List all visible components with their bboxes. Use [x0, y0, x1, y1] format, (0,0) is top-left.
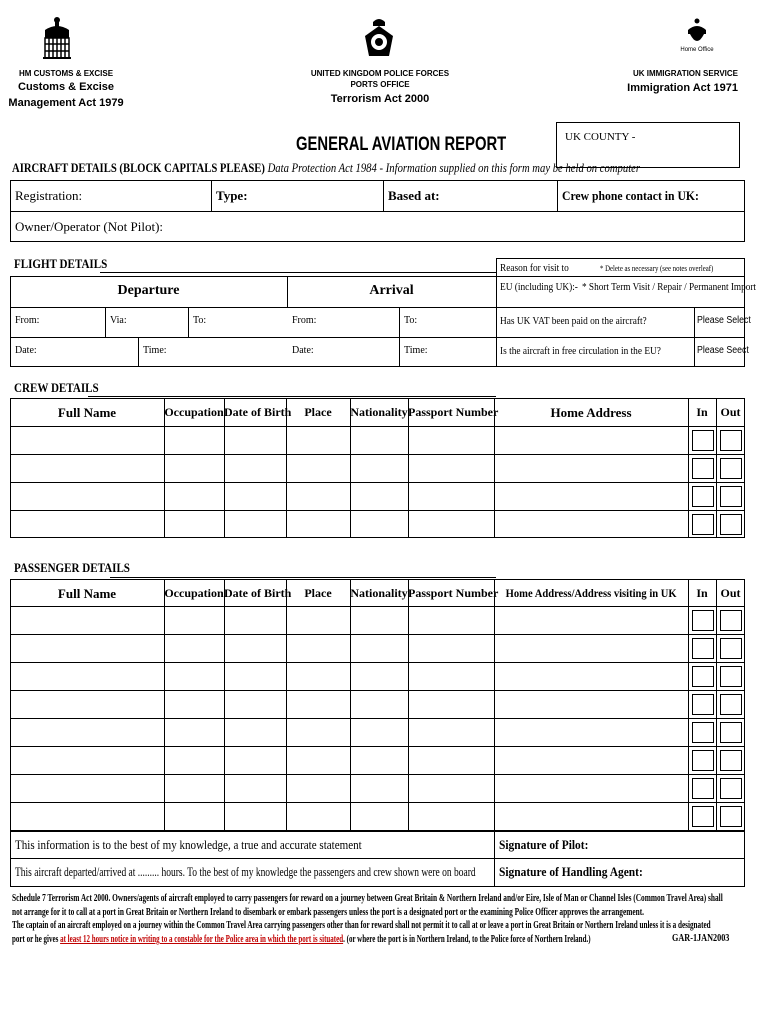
crew-phone-field[interactable]: Crew phone contact in UK: — [562, 188, 699, 203]
passenger-col-nationality: Nationality — [350, 586, 408, 600]
based-at-field[interactable]: Based at: — [388, 188, 440, 203]
passenger-heading: PASSENGER DETAILS — [14, 560, 130, 575]
hm-customs-label: HM CUSTOMS & EXCISE — [18, 69, 114, 78]
passenger-table — [10, 579, 745, 831]
departure-to-field[interactable]: To: — [193, 315, 207, 326]
registration-field[interactable]: Registration: — [15, 188, 83, 203]
arrival-to-field[interactable]: To: — [404, 315, 418, 326]
arrival-time-field[interactable]: Time: — [404, 345, 428, 356]
passenger-col-passport: Passport Number — [408, 586, 499, 600]
immigration-service-label: UK IMMIGRATION SERVICE — [632, 69, 738, 78]
owner-operator-field[interactable]: Owner/Operator (Not Pilot): — [15, 219, 164, 234]
aircraft-heading: AIRCRAFT DETAILS (BLOCK CAPITALS PLEASE) Data Protection Act 1984 - Information supplied on this form may be held on computer — [12, 160, 641, 175]
crew-col-dob: Date of Birth — [224, 405, 292, 419]
home-office-label: Home Office — [680, 47, 714, 53]
reason-eu-label: EU (including UK):- — [500, 281, 578, 293]
departure-from-field[interactable]: From: — [15, 315, 40, 326]
passenger-out-checkbox[interactable] — [720, 722, 742, 743]
passenger-out-checkbox[interactable] — [720, 666, 742, 687]
home-office-crest-icon — [684, 18, 710, 48]
crew-col-out: Out — [720, 405, 741, 419]
reason-options-select[interactable]: * Short Term Visit / Repair / Permanent Import — [582, 281, 756, 293]
departure-date-field[interactable]: Date: — [15, 345, 37, 356]
crew-col-in: In — [696, 405, 708, 419]
crew-in-checkbox[interactable] — [692, 458, 714, 479]
passenger-in-checkbox[interactable] — [692, 806, 714, 827]
police-badge-icon — [363, 16, 395, 62]
crew-col-occupation: Occupation — [164, 405, 224, 419]
passenger-out-checkbox[interactable] — [720, 750, 742, 771]
crew-col-passport: Passport Number — [408, 405, 499, 419]
passenger-col-in: In — [696, 586, 708, 600]
passenger-out-checkbox[interactable] — [720, 806, 742, 827]
arrival-heading: Arrival — [369, 283, 414, 298]
customs-act-label: Management Act 1979 — [8, 97, 124, 109]
passenger-in-checkbox[interactable] — [692, 750, 714, 771]
departure-time-field[interactable]: Time: — [143, 345, 167, 356]
passenger-col-out: Out — [720, 586, 741, 600]
crown-crest-icon — [40, 16, 74, 62]
reason-label: Reason for visit to — [500, 262, 569, 274]
circulation-select[interactable]: Please Seect — [697, 345, 749, 356]
departed-statement: This aircraft departed/arrived at ......... hours. To the best of my knowledge the passengers and crew shown were on board — [15, 864, 476, 879]
via-field[interactable]: Via: — [110, 315, 127, 326]
crew-out-checkbox[interactable] — [720, 430, 742, 451]
passenger-in-checkbox[interactable] — [692, 722, 714, 743]
passenger-in-checkbox[interactable] — [692, 610, 714, 631]
form-title: GENERAL AVIATION REPORT — [296, 134, 507, 155]
declaration-statement: This information is to the best of my knowledge, a true and accurate statement — [15, 837, 362, 852]
ports-office-label: PORTS OFFICE — [350, 80, 410, 89]
arrival-from-field[interactable]: From: — [292, 315, 317, 326]
passenger-col-dob: Date of Birth — [224, 586, 292, 600]
legal-notice: Schedule 7 Terrorism Act 2000. Owners/agents of aircraft employed to carry passengers for reward on a journey between Great Britain & Northern Ireland and/or Eire, Isle of Man or Channel Isles (Common Travel Area) shall not arrange for it to call at a port in Great Britain or Northern Ireland to disembark or embark passengers unless the port is a designated port or the examining Police Officer approves the arrangement. The captain of an aircraft employed on a journey within the Common Travel Area carrying passengers other than for reward shall not permit it to call at or leave a port in Great Britain or Northern Ireland unless it is a designated port or he gives at least 12 hours notice in writing to a constable for the Police area in which the port is situated. (or where the port is in Northern Ireland, to the Police force of Northern Ireland.) — [12, 893, 723, 945]
crew-in-checkbox[interactable] — [692, 514, 714, 535]
pilot-signature-field[interactable]: Signature of Pilot: — [499, 837, 589, 852]
departure-heading: Departure — [117, 283, 180, 298]
crew-col-place: Place — [304, 405, 332, 419]
circulation-question: Is the aircraft in free circulation in the EU? — [500, 345, 661, 357]
notice-requirement-text: at least 12 hours notice in writing to a constable for the Police area in which the port is situated — [60, 933, 344, 945]
passenger-in-checkbox[interactable] — [692, 778, 714, 799]
passenger-in-checkbox[interactable] — [692, 666, 714, 687]
passenger-out-checkbox[interactable] — [720, 778, 742, 799]
passenger-col-home-address: Home Address/Address visiting in UK — [505, 586, 677, 600]
form-code: GAR-1JAN2003 — [672, 933, 730, 944]
arrival-date-field[interactable]: Date: — [292, 345, 314, 356]
handling-agent-signature-field[interactable]: Signature of Handling Agent: — [499, 864, 643, 879]
terrorism-act-label: Terrorism Act 2000 — [330, 93, 430, 105]
passenger-in-checkbox[interactable] — [692, 638, 714, 659]
vat-question: Has UK VAT been paid on the aircraft? — [500, 315, 647, 327]
passenger-out-checkbox[interactable] — [720, 694, 742, 715]
immigration-act-label: Immigration Act 1971 — [627, 82, 738, 94]
flight-heading: FLIGHT DETAILS — [14, 256, 108, 271]
passenger-out-checkbox[interactable] — [720, 610, 742, 631]
passenger-col-full-name: Full Name — [57, 586, 117, 601]
crew-out-checkbox[interactable] — [720, 514, 742, 535]
crew-col-nationality: Nationality — [350, 405, 408, 419]
uk-county-field[interactable]: UK COUNTY - — [556, 122, 740, 168]
type-field[interactable]: Type: — [216, 188, 248, 203]
crew-col-full-name: Full Name — [57, 405, 117, 420]
crew-col-home-address: Home Address — [550, 405, 632, 420]
crew-in-checkbox[interactable] — [692, 430, 714, 451]
delete-note: * Delete as necessary (see notes overleaf) — [600, 264, 714, 273]
passenger-out-checkbox[interactable] — [720, 638, 742, 659]
crew-out-checkbox[interactable] — [720, 458, 742, 479]
vat-select[interactable]: Please Select — [697, 315, 751, 326]
passenger-col-place: Place — [304, 586, 332, 600]
crew-in-checkbox[interactable] — [692, 486, 714, 507]
passenger-col-occupation: Occupation — [164, 586, 224, 600]
passenger-in-checkbox[interactable] — [692, 694, 714, 715]
crew-out-checkbox[interactable] — [720, 486, 742, 507]
customs-excise-label: Customs & Excise — [18, 81, 114, 93]
crew-heading: CREW DETAILS — [14, 380, 99, 395]
police-forces-label: UNITED KINGDOM POLICE FORCES — [310, 69, 450, 78]
